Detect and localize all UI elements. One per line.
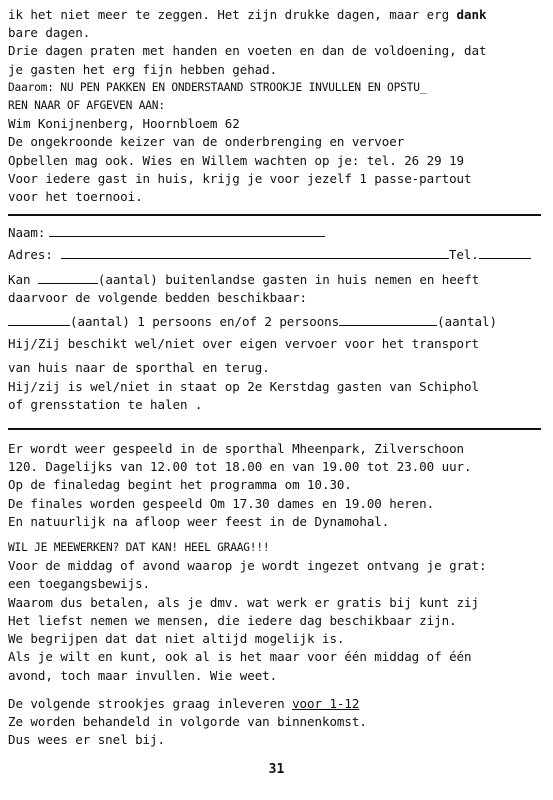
- aantal-label: (aantal): [437, 314, 497, 330]
- text-line: van huis naar de sporthal en terug.: [8, 360, 270, 376]
- text-line: avond, toch maar invullen. Wie weet.: [8, 667, 278, 683]
- text-span: ik het niet meer te zeggen. Het zijn drukke dagen, maar erg: [8, 7, 457, 22]
- adres-label: Adres:: [8, 247, 53, 263]
- venue-paragraph: [8, 440, 543, 531]
- text-line: daarvoor de volgende bedden beschikbaar:: [8, 289, 308, 305]
- text-line: je gasten het erg fijn hebben gehad.: [8, 61, 278, 77]
- text-line: Voor iedere gast in huis, krijg je voor jezelf 1 passe-partout: [8, 170, 472, 186]
- naam-row: [8, 224, 543, 242]
- text-line: De finales worden gespeeld Om 17.30 dames en 19.00 heren.: [8, 495, 435, 511]
- deadline-paragraph: [8, 695, 543, 750]
- text-line: Er wordt weer gespeeld in de sporthal Mheenpark, Zilverschoon: [8, 441, 465, 457]
- page-content: [8, 6, 543, 749]
- naam-label: Naam:: [8, 225, 46, 241]
- page-number: 31: [268, 762, 285, 777]
- text-line: Wim Konijnenberg, Hoornbloem 62: [8, 116, 240, 132]
- text-line: [8, 695, 543, 713]
- aantal-2-persoons-field[interactable]: [339, 314, 437, 326]
- text-line: We begrijpen dat dat niet altijd mogelijk is.: [8, 631, 345, 647]
- text-line: Drie dagen praten met handen en voeten en dan de voldoening, dat: [8, 43, 487, 59]
- aantal-1-persoons-field[interactable]: [8, 314, 70, 326]
- text-line: Daarom: NU PEN PAKKEN EN ONDERSTAAND STROOKJE INVULLEN EN OPSTU_: [8, 80, 427, 94]
- kan-text: (aantal) buitenlandse gasten in huis nemen en heeft: [97, 271, 480, 287]
- naam-field[interactable]: [49, 225, 325, 237]
- adres-field[interactable]: [61, 247, 449, 259]
- tel-field[interactable]: [479, 247, 531, 259]
- aantal-gasten-field[interactable]: [38, 272, 98, 284]
- text-line: Ze worden behandeld in volgorde van binnenkomst.: [8, 713, 367, 729]
- text-line: Voor de middag of avond waarop je wordt ingezet ontvang je grat:: [8, 558, 487, 574]
- text-line: Als je wilt en kunt, ook al is het maar voor één middag of één: [8, 649, 472, 665]
- text-line: Dus wees er snel bij.: [8, 732, 165, 748]
- adres-row: [8, 246, 543, 264]
- kan-label: Kan: [8, 271, 31, 287]
- text-line: Het liefst nemen we mensen, die iedere dag beschikbaar zijn.: [8, 612, 457, 628]
- intro-paragraph: [8, 6, 543, 206]
- text-line: een toegangsbewijs.: [8, 576, 151, 592]
- text-line: WIL JE MEEWERKEN? DAT KAN! HEEL GRAAG!!!: [8, 541, 270, 555]
- text-line: Hij/zij is wel/niet in staat op 2e Kerstdag gasten van Schiphol: [8, 378, 479, 394]
- text-line: En natuurlijk na afloop weer feest in de Dynamohal.: [8, 513, 390, 529]
- text-line: De ongekroonde keizer van de onderbrenging en vervoer: [8, 134, 405, 150]
- text-line: Opbellen mag ook. Wies en Willem wachten op je: tel. 26 29 19: [8, 152, 465, 168]
- text-line: voor het toernooi.: [8, 189, 143, 205]
- tel-label: Tel.: [448, 247, 479, 263]
- text-line: REN NAAR OF AFGEVEN AAN:: [8, 99, 165, 113]
- text-span-bold: dank: [456, 7, 487, 22]
- volunteer-paragraph: [8, 539, 543, 685]
- signup-form: [8, 224, 543, 414]
- text-line: Op de finaledag begint het programma om 10.30.: [8, 477, 352, 493]
- text-line: of grensstation te halen .: [8, 396, 203, 412]
- bedden-row: [8, 313, 543, 331]
- text-line: Waarom dus betalen, als je dmv. wat werk er gratis bij kunt zij: [8, 594, 479, 610]
- text-line: [8, 6, 543, 24]
- text-line: 120. Dagelijks van 12.00 tot 18.00 en van 19.00 tot 23.00 uur.: [8, 459, 472, 475]
- kan-row: [8, 271, 543, 289]
- bedden-text: (aantal) 1 persoons en/of 2 persoons: [70, 314, 340, 330]
- text-span: De volgende strookjes graag inleveren: [8, 695, 293, 711]
- text-line: bare dagen.: [8, 25, 91, 41]
- text-line: Hij/Zij beschikt wel/niet over eigen vervoer voor het transport: [8, 336, 479, 352]
- deadline-date: voor 1-12: [292, 695, 360, 711]
